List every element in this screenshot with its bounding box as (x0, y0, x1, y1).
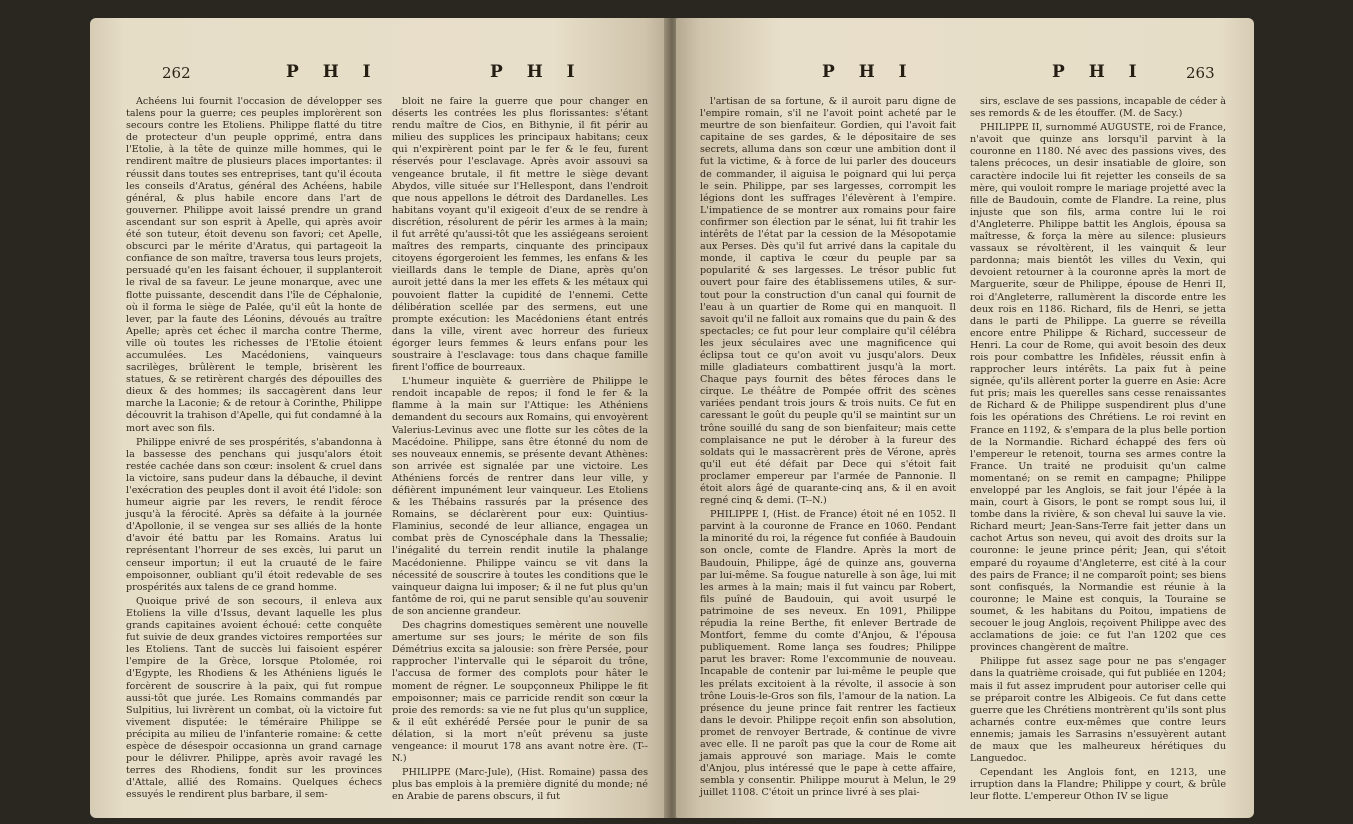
text-column (970, 96, 1226, 803)
page-number: 262 (162, 64, 191, 82)
paragraph: bloit ne faire la guerre que pour changer en déserts les contrées les plus florissantes: s'étant rendu maître de Cios, en Bithynie, il fit périr au milieu des supplices les principaux habitans; ceux qui n'expirèrent point par le fer & le feu, furent réservés pour l'esclavage. Après avoir assouvi sa vengeance brutale, il fit mettre le siège devant Abydos, ville située sur l'Hellespont, dans l'endroit que nous appellons le détroit des Dardanelles. Les habitans voyant qu'il exigeoit d'eux de se rendre à discrétion, résolurent de périr les armes à la main; il fut arrêté qu'aussi-tôt que les assiégeans seroient maîtres des remparts, cinquante des principaux citoyens égorgeroient les femmes, les enfans & les vieillards dans le temple de Diane, après qu'on auroit jetté dans la mer les effets & les métaux qui pouvoient flatter la cupidité de l'ennemi. Cette délibération scellée par des sermens, eut une prompte exécution: les Macédoniens étant entrés dans la ville, virent avec horreur des furieux égorger leurs femmes & leurs enfans pour les soustraire à l'esclavage: tous dans chaque famille firent l'office de bourreaux. (392, 96, 648, 374)
text-column (700, 96, 956, 799)
running-header: P H I (1052, 62, 1146, 82)
page-number: 263 (1186, 64, 1215, 82)
paragraph: Philippe fut assez sage pour ne pas s'engager dans la quatrième croisade, qui fut publiée en 1204; mais il fut assez imprudent pour autoriser celle qui se préparoit contre les Albigeois. Ce fut dans cette guerre que les Chrétiens montrèrent qu'ils sont plus acharnés contre eux-mêmes que contre leurs ennemis; jamais les Sarrasins n'essuyèrent autant de maux que les malheureux hérétiques du Languedoc. (970, 656, 1226, 765)
running-header: P H I (822, 62, 916, 82)
text-column (126, 96, 382, 801)
paragraph: sirs, esclave de ses passions, incapable de céder à ses remords & de les étouffer. (M. de Sacy.) (970, 96, 1226, 120)
paragraph: Quoique privé de son secours, il enleva aux Etoliens la ville d'Issus, devant laquelle les plus grands capitaines avoient échoué: cette conquête fut suivie de deux grandes victoires remportées sur les Etoliens. Tant de succès lui faisoient espérer l'empire de la Grèce, lorsque Ptolomée, roi d'Egypte, les Rhodiens & les Athéniens ligués le forcèrent de souscrire à la paix, qui fut rompue aussi-tôt que jurée. Les Romains commandés par Sulpitius, lui livrèrent un combat, où la victoire fut vivement disputée: le téméraire Philippe se précipita au milieu de l'infanterie romaine: & cette espèce de désespoir occasionna un grand carnage pour le délivrer. Philippe, après avoir ravagé les terres des Rhodiens, fondit sur les provinces d'Attale, allié des Romains. Quelques échecs essuyés le rendirent plus barbare, il sem- (126, 595, 382, 801)
paragraph: PHILIPPE II, surnommé AUGUSTE, roi de France, n'avoit que quinze ans lorsqu'il parvint à la couronne en 1180. Né avec des passions vives, des talens précoces, un desir insatiable de gloire, son caractère indocile lui fit rejetter les conseils de sa mère, qui vouloit rompre le mariage projetté avec la fille de Baudouin, comte de Flandre. La reine, plus injuste que son fils, arma contre lui le roi d'Angleterre. Philippe battit les Anglois, épousa sa maîtresse, & força la mère au silence: plusieurs vassaux se révoltèrent, il les vainquit & leur pardonna; mais bientôt les villes du Vexin, qui devoient retourner à la couronne après la mort de Marguerite, sœur de Philippe, épouse de Henri II, roi d'Angleterre, rallumèrent la discorde entre les deux rois en 1186. Richard, fils de Henri, se jetta dans le parti de Philippe. La guerre se réveilla encore entre Philippe & Richard, successeur de Henri. La cour de Rome, qui avoit besoin des deux rois pour combattre les Infidèles, réussit enfin à rapprocher leurs intérêts. La paix fut à peine signée, qu'ils allèrent porter la guerre en Asie: Acre fut pris; mais les querelles sans cesse renaissantes de Richard & de Philippe suspendirent plus d'une fois les opérations des Chrétiens. Le roi revint en France en 1192, & s'empara de la plus belle portion de la Normandie. Richard échappé des fers où l'empereur le retenoit, tourna ses armes contre la France. Un traité ne produisit qu'un calme momentané; on se remit en campagne; Philippe enveloppé par les Anglois, se fait jour l'épée à la main, court à Gisors, le pont se rompt sous lui, il tombe dans la rivière, & son cheval lui sauve la vie. Richard meurt; Jean-Sans-Terre fait jetter dans un cachot Artus son neveu, qui avoit des droits sur la couronne: le jeune prince périt; Jean, qui s'étoit emparé du royaume d'Angleterre, est cité à la cour des pairs de France; il ne comparoît point; ses biens sont confisqués, la Normandie est réunie à la couronne; le Maine est conquis, la Touraine se soumet, & les habitans du Poitou, impatiens de secouer le joug Anglois, reçoivent Philippe avec des acclamations de joie: ce fut l'an 1202 que ces provinces changèrent de maître. (970, 122, 1226, 654)
text-column (392, 96, 648, 803)
paragraph: l'artisan de sa fortune, & il auroit paru digne de l'empire romain, s'il ne l'avoit point acheté par le meurtre de son bienfaiteur. Gordien, qui l'avoit fait capitaine de ses gardes, & le dépositaire de ses secrets, alluma dans son cœur une ambition dont il fut la victime, & à force de lui parler des douceurs de commander, il aiguisa le poignard qui lui perça le sein. Philippe, par ses largesses, corrompit les légions dont les suffrages l'élevèrent à l'empire. L'impatience de se montrer aux romains pour faire confirmer son élection par le sénat, lui fit trahir les intérêts de l'état par la cession de la Mésopotamie aux Perses. Dès qu'il fut arrivé dans la capitale du monde, il captiva le cœur du peuple par sa popularité & ses largesses. Le trésor public fut ouvert pour faire des établissemens utiles, & sur-tout pour la construction d'un canal qui fournit de l'eau à un quartier de Rome qui en manquoit. Il savoit qu'il ne falloit aux romains que du pain & des spectacles; ce fut pour leur complaire qu'il célébra les jeux séculaires avec une magnificence qui éclipsa tout ce qu'on avoit vu jusqu'alors. Deux mille gladiateurs combattirent jusqu'à la mort. Chaque pays fournit des bêtes féroces dans le cirque. Le théâtre de Pompée offrit des scènes variées pendant trois jours & trois nuits. Ce fut en caressant le goût du peuple qu'il se maintint sur un trône souillé du sang de son bienfaiteur; mais cette complaisance ne put le dérober à la fureur des soldats qui le massacrèrent près de Vérone, après qu'il eut été défait par Dece qui s'étoit fait proclamer empereur par l'armée de Pannonie. Il étoit alors âgé de quarante-cinq ans, & il en avoit regné cinq & demi. (T--N.) (700, 96, 956, 507)
paragraph: PHILIPPE I, (Hist. de France) étoit né en 1052. Il parvint à la couronne de France en 1060. Pendant la minorité du roi, la régence fut confiée à Baudouin son oncle, comte de Flandre. Après la mort de Baudouin, Philippe, âgé de quinze ans, gouverna par lui-même. Sa fougue naturelle à son âge, lui mit les armes à la main; mais il fut vaincu par Robert, fils puîné de Baudouin, qui avoit usurpé le patrimoine de ses neveux. En 1091, Philippe répudia la reine Berthe, fit enlever Bertrade de Montfort, femme du comte d'Anjou, & l'épousa publiquement. Rome lança ses foudres; Philippe parut les braver: Rome l'excommunie de nouveau. Incapable de contenir par lui-même le peuple que les prélats excitoient à la révolte, il associe à son trône Louis-le-Gros son fils, l'amour de la nation. La présence du jeune prince fait rentrer les factieux dans le devoir. Philippe reçoit enfin son absolution, promet de renvoyer Bertrade, & continue de vivre avec elle. Il ne paroît pas que la cour de Rome ait jamais approuvé son mariage. Mais le comte d'Anjou, plus intéressé que le pape à cette affaire, sembla y consentir. Philippe mourut à Melun, le 29 juillet 1108. C'étoit un prince livré à ses plai- (700, 509, 956, 799)
paragraph: PHILIPPE (Marc-Jule), (Hist. Romaine) passa des plus bas emplois à la première dignité du monde; né en Arabie de parens obscurs, il fut (392, 767, 648, 803)
paragraph: Des chagrins domestiques semèrent une nouvelle amertume sur ses jours; le mérite de son fils Démétrius excita sa jalousie: son frère Persée, pour rapprocher l'intervalle qui le séparoit du trône, l'accusa de former des complots pour hâter le moment de régner. Le soupçonneux Philippe le fit empoisonner; mais ce parricide rendit son cœur la proie des remords: sa vie ne fut plus qu'un supplice, & il eût exhérédé Persée pour le punir de sa délation, si la mort n'eût prévenu sa juste vengeance: il mourut 178 ans avant notre ère. (T--N.) (392, 620, 648, 765)
left-page (90, 18, 668, 818)
paragraph: Cependant les Anglois font, en 1213, une irruption dans la Flandre; Philippe y court, & brûle leur flotte. L'empereur Othon IV se ligue (970, 767, 1226, 803)
running-header: P H I (286, 62, 380, 82)
running-header: P H I (490, 62, 584, 82)
paragraph: Philippe enivré de ses prospérités, s'abandonna à la bassesse des penchans qui jusqu'alors étoit restée cachée dans son cœur: insolent & cruel dans la victoire, sans pudeur dans la débauche, il devint l'exécration des peuples dont il avoit été l'idole: son humeur aigrie par les revers, le rendit féroce jusqu'à la férocité. Après sa défaite à la journée d'Apollonie, il se vengea sur ses alliés de la honte d'avoir été battu par les Romains. Aratus lui représentant l'horreur de ses excès, lui parut un censeur importun; il eut la cruauté de le faire empoisonner, oubliant qu'il étoit redevable de ses prospérités aux talens de ce grand homme. (126, 436, 382, 593)
paragraph: L'humeur inquiète & guerrière de Philippe le rendoit incapable de repos; il fond le fer & la flamme à la main sur l'Attique: les Athéniens demandent du secours aux Romains, qui envoyèrent Valerius-Levinus avec une flotte sur les côtes de la Macédoine. Philippe, sans être étonné du nom de ses nouveaux ennemis, se présente devant Athènes: son arrivée est signalée par une victoire. Les Athéniens forcés de rentrer dans leur ville, y défièrent impunément leur vainqueur. Les Etoliens & les Thébains rassurés par la présence des Romains, se déclarèrent pour eux: Quintius-Flaminius, secondé de leur alliance, engagea un combat près de Cynoscéphale dans la Thessalie; l'inégalité du terrein rendit inutile la phalange Macédonienne. Philippe vaincu se vit dans la nécessité de souscrire à toutes les conditions que le vainqueur daigna lui imposer; & il ne fut plus qu'un fantôme de roi, qui ne parut sensible qu'au souvenir de son ancienne grandeur. (392, 376, 648, 617)
right-page (676, 18, 1254, 818)
paragraph: Achéens lui fournit l'occasion de développer ses talens pour la guerre; ces peuples implorèrent son secours contre les Etoliens. Philippe flatté du titre de protecteur d'un peuple opprimé, entra dans l'Etolie, à la tête de quinze mille hommes, qui le rendirent maître de plusieurs places importantes: il réussit dans toutes ses entreprises, tant qu'il écouta les conseils d'Aratus, général des Achéens, habile général, & plus habile encore dans l'art de gouverner. Philippe avoit laissé prendre un grand ascendant sur son esprit à Apelle, qui après avoir été son tuteur, étoit devenu son favori; cet Apelle, obscurci par le mérite d'Aratus, qui partageoit la confiance de son maître, traversa tous leurs projets, persuadé qu'en les faisant échouer, il supplanteroit le rival de sa faveur. Le jeune monarque, avec une flotte puissante, descendit dans l'île de Céphalonie, où il forma le siège de Palée, qu'il eût la honte de lever, par la faute des Léonins, dévoués au traître Apelle; après cet échec il marcha contre Therme, ville où toutes les richesses de l'Etolie étoient accumulées. Les Macédoniens, vainqueurs sacrilèges, brûlèrent le temple, brisèrent les statues, & se retirèrent chargés des dépouilles des dieux & des hommes; ils saccagèrent dans leur marche la Laconie; & de retour à Corinthe, Philippe découvrit la trahison d'Apelle, qui fut condamné à la mort avec son fils. (126, 96, 382, 434)
